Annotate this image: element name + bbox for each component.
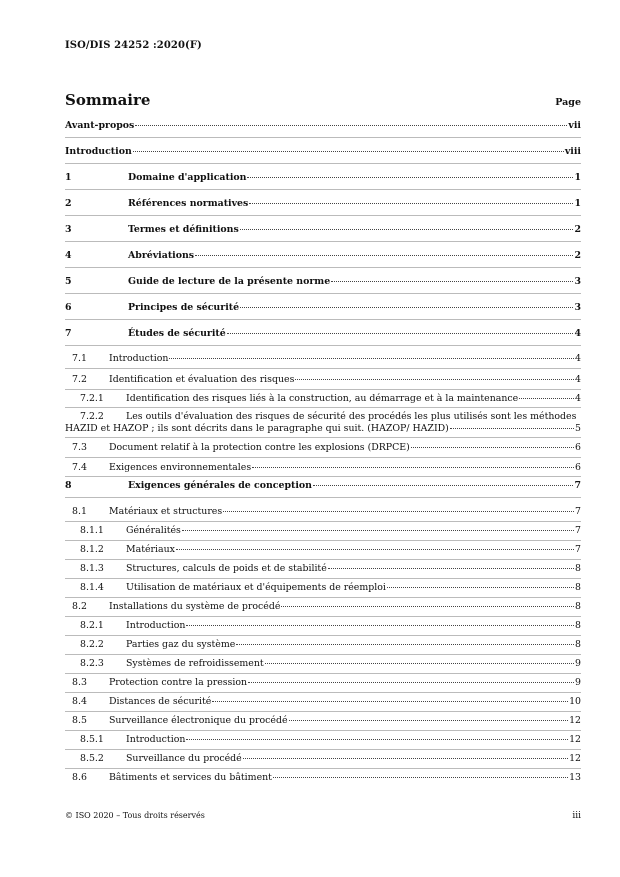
dot-leader (240, 229, 574, 230)
separator-line (65, 540, 581, 541)
dot-leader (252, 467, 574, 468)
toc-entry-8-5-1[interactable] (65, 734, 581, 745)
toc-entry-page: 8 (575, 582, 581, 593)
toc-entry-page: 8 (575, 601, 581, 612)
toc-entry-title: Avant-propos (65, 120, 135, 131)
toc-entry-number: 7.2 (72, 374, 87, 385)
toc-entry-number: 8.1.2 (80, 544, 104, 555)
dot-leader (195, 255, 573, 256)
separator-line (65, 476, 581, 477)
toc-entry-title: Bâtiments et services du bâtiment (109, 772, 272, 783)
toc-entry-8-5[interactable] (65, 715, 581, 726)
toc-entry-title: Abréviations (128, 250, 195, 261)
toc-entry-page: 1 (574, 172, 581, 183)
toc-entry-page: 4 (574, 328, 581, 339)
toc-entry-number: 8.1.3 (80, 563, 104, 574)
toc-entry-title: Exigences environnementales (109, 462, 252, 473)
toc-entry-number: 8.1.4 (80, 582, 104, 593)
dot-leader (295, 379, 574, 380)
separator-line (65, 730, 581, 731)
toc-entry-number: 7.2.1 (80, 393, 104, 404)
toc-entry-number: 8.1.1 (80, 525, 104, 536)
toc-entry-page: 6 (575, 462, 581, 473)
toc-entry-title: Document relatif à la protection contre les explosions (DRPCE) (109, 442, 410, 453)
separator-line (65, 521, 581, 522)
toc-entry-8-6[interactable] (65, 772, 581, 783)
toc-entry-title: Installations du système de procédé (109, 601, 281, 612)
dot-leader (182, 530, 574, 531)
toc-entry-title: Parties gaz du système (126, 639, 236, 650)
toc-entry-page: 3 (574, 302, 581, 313)
separator-line (65, 654, 581, 655)
toc-entry-page: 5 (575, 422, 581, 434)
toc-entry-8-1-1[interactable] (65, 525, 581, 536)
toc-entry-number: 8.2.3 (80, 658, 104, 669)
toc-entry-title: Introduction (126, 734, 186, 745)
separator-line (65, 673, 581, 674)
separator-line (65, 215, 581, 216)
toc-entry-chapter-7[interactable] (65, 328, 581, 339)
dot-leader (450, 428, 574, 429)
toc-entry-page: 3 (574, 276, 581, 287)
copyright-notice: © ISO 2020 – Tous droits réservés (65, 811, 205, 820)
toc-entry-page: 13 (569, 772, 581, 783)
toc-entry-title: Identification et évaluation des risques (109, 374, 295, 385)
page-number: iii (572, 811, 581, 821)
toc-entry-title: Domaine d'application (128, 172, 247, 183)
dot-leader (273, 777, 568, 778)
toc-entry-title: Systèmes de refroidissement (126, 658, 264, 669)
toc-entry-7-4[interactable] (65, 462, 581, 473)
document-reference: ISO/DIS 24252 :2020(F) (65, 40, 202, 51)
toc-entry-number: 8 (65, 480, 72, 491)
toc-entry-page: 4 (575, 353, 581, 364)
toc-entry-number: 8.2.1 (80, 620, 104, 631)
dot-leader (133, 151, 564, 152)
toc-entry-number: 5 (65, 276, 72, 287)
dot-leader (289, 720, 569, 721)
dot-leader (328, 568, 574, 569)
separator-line (65, 345, 581, 346)
toc-entry-8-3[interactable] (65, 677, 581, 688)
dot-leader (236, 644, 574, 645)
toc-entry-chapter-5[interactable] (65, 276, 581, 287)
dot-leader (135, 125, 567, 126)
separator-line (65, 189, 581, 190)
dot-leader (265, 663, 574, 664)
toc-entry-8-5-2[interactable] (65, 753, 581, 764)
toc-entry-page: 1 (574, 198, 581, 209)
dot-leader (223, 511, 574, 512)
dot-leader (227, 333, 574, 334)
toc-entry-line (65, 411, 581, 423)
toc-entry-8-1-2[interactable] (65, 544, 581, 555)
toc-entry-8-2-3[interactable] (65, 658, 581, 669)
toc-entry-number: 8.1 (72, 506, 87, 517)
toc-entry-7-2-2[interactable] (65, 411, 581, 434)
toc-entry-number: 7.3 (72, 442, 87, 453)
toc-entry-number: 4 (65, 250, 72, 261)
toc-entry-page: 8 (575, 563, 581, 574)
toc-entry-number: 8.5.2 (80, 753, 104, 764)
separator-line (65, 749, 581, 750)
toc-entry-number: 7.1 (72, 353, 87, 364)
toc-entry-title: Surveillance du procédé (126, 753, 242, 764)
dot-leader (186, 739, 568, 740)
toc-entry-number: 7.4 (72, 462, 87, 473)
dot-leader (249, 203, 573, 204)
toc-entry-8-1-4[interactable] (65, 582, 581, 593)
toc-entry-chapter-8[interactable] (65, 480, 581, 491)
toc-entry-number: 1 (65, 172, 72, 183)
toc-entry-line (65, 423, 581, 435)
toc-entry-page: 4 (575, 374, 581, 385)
toc-entry-8-4[interactable] (65, 696, 581, 707)
toc-entry-chapter-2[interactable] (65, 198, 581, 209)
separator-line (65, 616, 581, 617)
toc-entry-title: Introduction (65, 146, 132, 157)
toc-entry-page: 6 (575, 442, 581, 453)
toc-entry-title: Guide de lecture de la présente norme (128, 276, 331, 287)
toc-entry-title: Surveillance électronique du procédé (109, 715, 288, 726)
toc-entry-title: Matériaux et structures (109, 506, 223, 517)
dot-leader (212, 701, 568, 702)
toc-entry-title: Protection contre la pression (109, 677, 248, 688)
separator-line (65, 241, 581, 242)
toc-entry-number: 8.2 (72, 601, 87, 612)
toc-entry-page: 7 (575, 525, 581, 536)
toc-entry-8-2-1[interactable] (65, 620, 581, 631)
toc-entry-page: vii (568, 120, 581, 131)
toc-entry-page: 12 (569, 715, 581, 726)
separator-line (65, 389, 581, 390)
dot-leader (248, 682, 574, 683)
dot-leader (169, 358, 574, 359)
toc-entry-page: viii (564, 146, 581, 157)
toc-entry-page: 7 (575, 544, 581, 555)
toc-entry-chapter-4[interactable] (65, 250, 581, 261)
toc-entry-title: Introduction (109, 353, 169, 364)
toc-entry-chapter-3[interactable] (65, 224, 581, 235)
dot-leader (247, 177, 573, 178)
toc-entry-page: 7 (574, 480, 581, 491)
dot-leader (240, 307, 573, 308)
toc-entry-7-2-1[interactable] (65, 393, 581, 404)
toc-entry-page: 10 (569, 696, 581, 707)
dot-leader (176, 549, 574, 550)
toc-entry-foreword[interactable] (65, 120, 581, 131)
toc-entry-chapter-6[interactable] (65, 302, 581, 313)
toc-entry-page: 9 (575, 677, 581, 688)
toc-entry-number: 7.2.2 (80, 411, 104, 422)
separator-line (65, 137, 581, 138)
toc-entry-title: Références normatives (128, 198, 249, 209)
toc-entry-title: Matériaux (126, 544, 175, 555)
separator-line (65, 497, 581, 498)
toc-entry-number: 8.6 (72, 772, 87, 783)
separator-line (65, 368, 581, 369)
separator-line (65, 711, 581, 712)
toc-entry-7-3[interactable] (65, 442, 581, 453)
separator-line (65, 267, 581, 268)
toc-entry-number: 7 (65, 328, 72, 339)
toc-entry-page: 9 (575, 658, 581, 669)
toc-entry-8-1-3[interactable] (65, 563, 581, 574)
toc-entry-page: 2 (574, 250, 581, 261)
dot-leader (281, 606, 574, 607)
toc-entry-number: 2 (65, 198, 72, 209)
toc-entry-title: Études de sécurité (128, 328, 226, 339)
toc-entry-7-2[interactable] (65, 374, 581, 385)
toc-entry-8-2-2[interactable] (65, 639, 581, 650)
separator-line (65, 635, 581, 636)
toc-entry-title: Généralités (126, 525, 181, 536)
toc-title: Sommaire (65, 91, 151, 109)
dot-leader (519, 398, 574, 399)
toc-entry-page: 7 (575, 506, 581, 517)
toc-entry-number: 8.5.1 (80, 734, 104, 745)
toc-entry-number: 3 (65, 224, 72, 235)
separator-line (65, 578, 581, 579)
separator-line (65, 407, 581, 408)
dot-leader (313, 485, 573, 486)
separator-line (65, 597, 581, 598)
toc-entry-8-2[interactable] (65, 601, 581, 612)
separator-line (65, 559, 581, 560)
separator-line (65, 163, 581, 164)
toc-entry-number: 8.2.2 (80, 639, 104, 650)
separator-line (65, 768, 581, 769)
dot-leader (331, 281, 573, 282)
toc-entry-introduction[interactable] (65, 146, 581, 157)
separator-line (65, 692, 581, 693)
toc-entry-title: Identification des risques liés à la construction, au démarrage et à la maintenance (126, 393, 519, 404)
toc-entry-title: Structures, calculs de poids et de stabilité (126, 563, 327, 574)
toc-entry-title-continued: HAZID et HAZOP ; ils sont décrits dans le paragraphe qui suit. (HAZOP/ HAZID) (65, 422, 449, 434)
separator-line (65, 437, 581, 438)
toc-entry-page: 8 (575, 639, 581, 650)
toc-entry-title: Les outils d'évaluation des risques de sécurité des procédés les plus utilisés sont les méthodes (126, 411, 577, 422)
separator-line (65, 293, 581, 294)
dot-leader (411, 447, 574, 448)
dot-leader (387, 587, 574, 588)
separator-line (65, 319, 581, 320)
dot-leader (243, 758, 568, 759)
toc-entry-number: 8.5 (72, 715, 87, 726)
dot-leader (186, 625, 574, 626)
toc-entry-page: 8 (575, 620, 581, 631)
toc-entry-title: Termes et définitions (128, 224, 239, 235)
page-column-label: Page (555, 97, 581, 108)
toc-entry-chapter-1[interactable] (65, 172, 581, 183)
toc-entry-title: Introduction (126, 620, 186, 631)
toc-entry-number: 8.4 (72, 696, 87, 707)
toc-entry-page: 12 (569, 734, 581, 745)
separator-line (65, 457, 581, 458)
toc-entry-page: 4 (575, 393, 581, 404)
page-footer (65, 811, 581, 821)
toc-entry-title: Distances de sécurité (109, 696, 212, 707)
toc-entry-8-1[interactable] (65, 506, 581, 517)
toc-entry-page: 2 (574, 224, 581, 235)
toc-entry-title: Exigences générales de conception (128, 480, 312, 491)
toc-header (65, 91, 581, 109)
toc-entry-7-1[interactable] (65, 353, 581, 364)
toc-entry-title: Principes de sécurité (128, 302, 240, 313)
toc-entry-page: 12 (569, 753, 581, 764)
toc-entry-number: 8.3 (72, 677, 87, 688)
toc-entry-number: 6 (65, 302, 72, 313)
toc-entry-title: Utilisation de matériaux et d'équipements de réemploi (126, 582, 386, 593)
